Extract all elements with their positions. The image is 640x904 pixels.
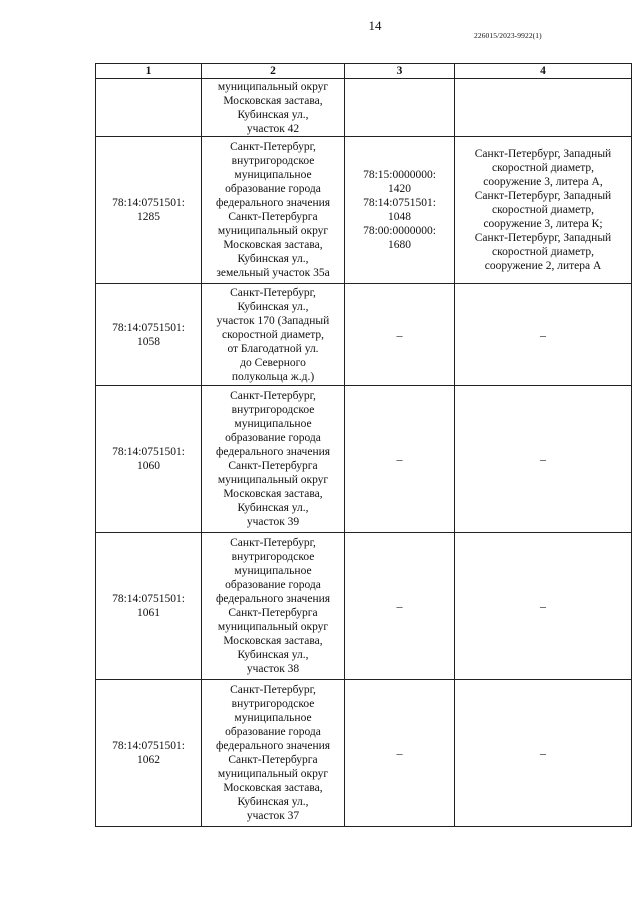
- document-id: 226015/2023-9922(1): [474, 31, 542, 40]
- cadastral-number-cell: [96, 79, 202, 137]
- table-row: [96, 386, 632, 533]
- table-row: [96, 79, 632, 137]
- related-cadastral-cell: –: [345, 533, 455, 680]
- related-cadastral-cell: 78:15:0000000: 1420 78:14:0751501: 1048 78:00:0000000: 1680: [345, 137, 455, 284]
- land-plots-table: [95, 63, 632, 827]
- structures-cell: –: [455, 284, 632, 386]
- page-number: 14: [368, 18, 382, 33]
- address-cell: Санкт-Петербург, внутригородское муниципальное образование города федерального значения Санкт-Петербурга муниципальный округ Московская застава, Кубинская ул., участок 39: [202, 386, 345, 533]
- column-header-2: 2: [202, 64, 345, 79]
- cadastral-number-cell: 78:14:0751501: 1285: [96, 137, 202, 284]
- table-row: [96, 284, 632, 386]
- cadastral-number-cell: 78:14:0751501: 1061: [96, 533, 202, 680]
- structures-cell: –: [455, 386, 632, 533]
- cadastral-number-cell: 78:14:0751501: 1062: [96, 680, 202, 827]
- table-row: [96, 137, 632, 284]
- address-cell: Санкт-Петербург, внутригородское муниципальное образование города федерального значения Санкт-Петербурга муниципальный округ Московская застава, Кубинская ул., участок 37: [202, 680, 345, 827]
- address-cell: муниципальный округ Московская застава, Кубинская ул., участок 42: [202, 79, 345, 137]
- address-cell: Санкт-Петербург, внутригородское муниципальное образование города федерального значения Санкт-Петербурга муниципальный округ Московская застава, Кубинская ул., участок 38: [202, 533, 345, 680]
- related-cadastral-cell: –: [345, 680, 455, 827]
- related-cadastral-cell: –: [345, 284, 455, 386]
- structures-cell: –: [455, 533, 632, 680]
- address-cell: Санкт-Петербург, Кубинская ул., участок 170 (Западный скоростной диаметр, от Благодатной ул. до Северного полукольца ж.д.): [202, 284, 345, 386]
- address-cell: Санкт-Петербург, внутригородское муниципальное образование города федерального значения Санкт-Петербурга муниципальный округ Московская застава, Кубинская ул., земельный участок 35а: [202, 137, 345, 284]
- table-row: [96, 533, 632, 680]
- cadastral-number-cell: 78:14:0751501: 1058: [96, 284, 202, 386]
- structures-cell: –: [455, 680, 632, 827]
- structures-cell: Санкт-Петербург, Западный скоростной диаметр, сооружение 3, литера А, Санкт-Петербург, Западный скоростной диаметр, сооружение 3, литера К; Санкт-Петербург, Западный скоростной диаметр, сооружение 2, литера А: [455, 137, 632, 284]
- column-header-3: 3: [345, 64, 455, 79]
- related-cadastral-cell: –: [345, 386, 455, 533]
- structures-cell: [455, 79, 632, 137]
- column-header-4: 4: [455, 64, 632, 79]
- cadastral-number-cell: 78:14:0751501: 1060: [96, 386, 202, 533]
- related-cadastral-cell: [345, 79, 455, 137]
- table-header-row: [96, 64, 632, 79]
- table-row: [96, 680, 632, 827]
- column-header-1: 1: [96, 64, 202, 79]
